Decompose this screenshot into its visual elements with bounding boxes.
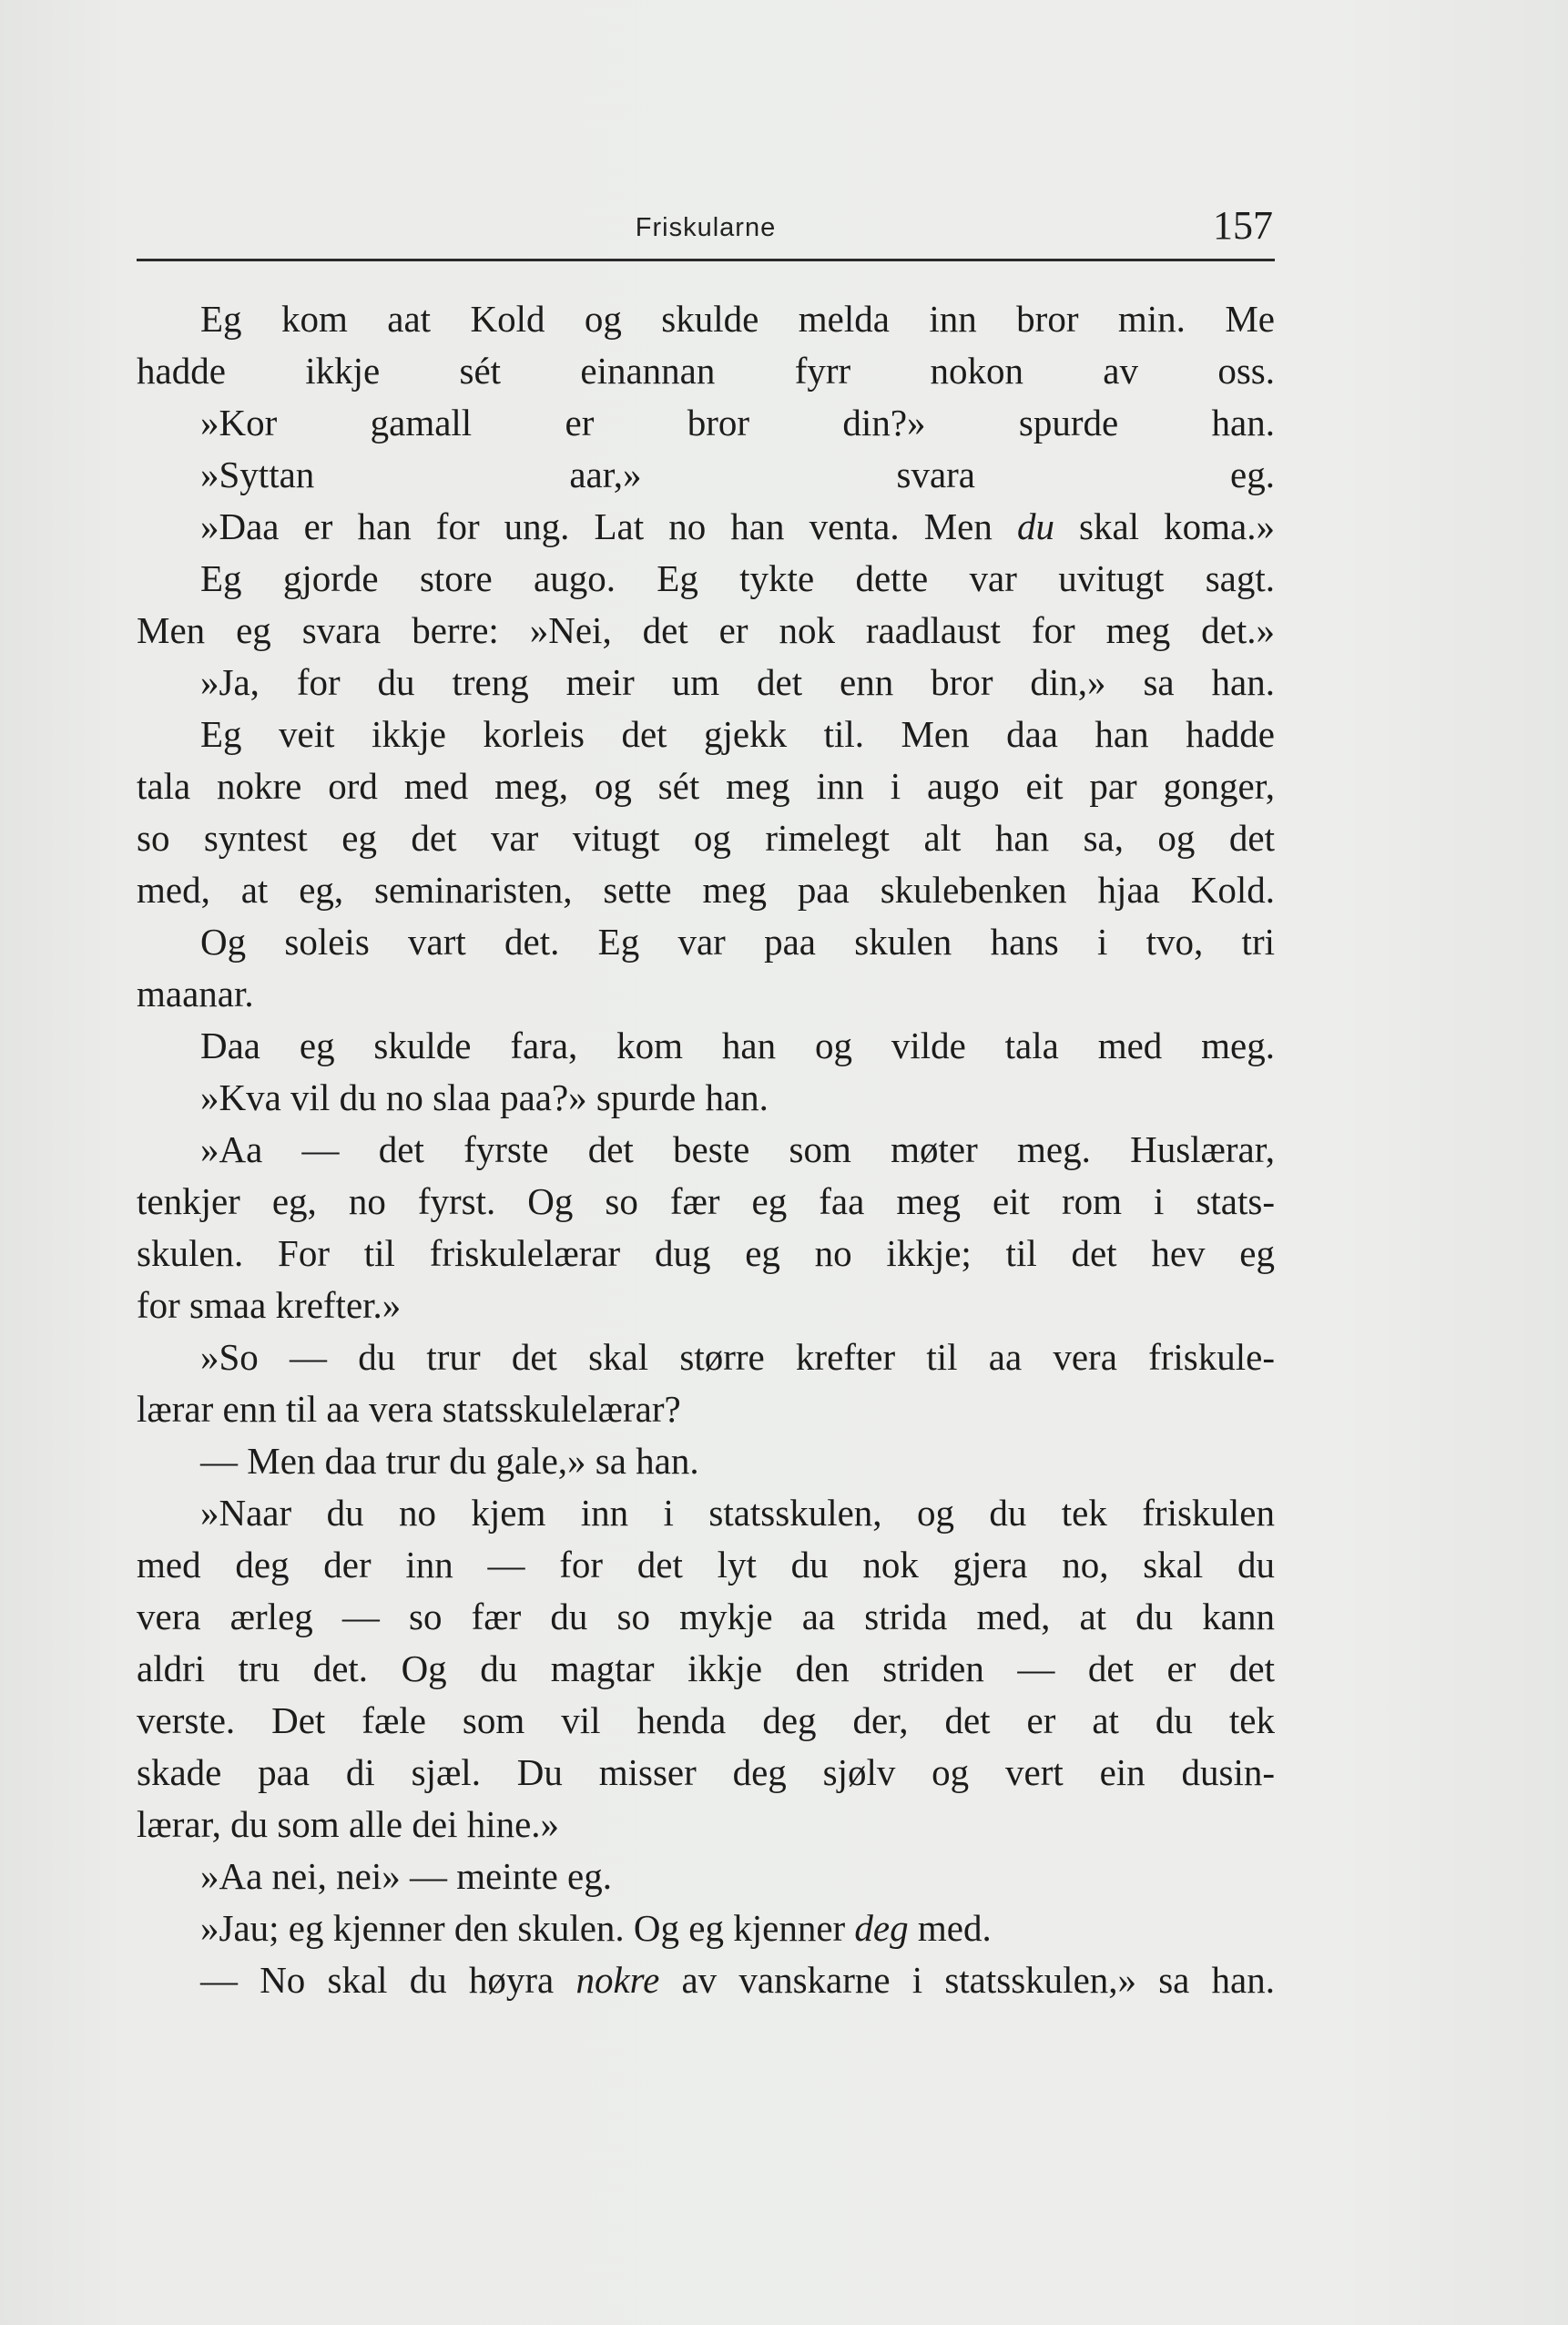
text-line: »Ja, for du treng meir um det enn bror din,» sa han.: [200, 661, 1275, 703]
page-header: [137, 200, 1275, 261]
text-line: skulen. For til friskulelærar dug eg no ikkje; til det hev eg: [137, 1232, 1275, 1274]
text-segment: med.: [908, 1907, 992, 1949]
text-line: Eg veit ikkje korleis det gjekk til. Men daa han hadde: [200, 713, 1275, 755]
text-line: [137, 1902, 1275, 1954]
text-line: Daa eg skulde fara, kom han og vilde tala med meg.: [200, 1025, 1275, 1066]
page-number: 157: [1213, 203, 1273, 248]
text-line: skade paa di sjæl. Du misser deg sjølv og vert ein dusin-: [137, 1751, 1275, 1793]
text-segment: — No skal du høyra: [200, 1959, 576, 2001]
text-segment: av vanskarne i statsskulen,» sa han.: [659, 1959, 1275, 2001]
text-line: »Kor gamall er bror din?» spurde han.: [200, 402, 1275, 444]
text-line: tala nokre ord med meg, og sét meg inn i augo eit par gonger,: [137, 765, 1275, 807]
text-line: »Kva vil du no slaa paa?» spurde han.: [200, 1076, 769, 1118]
text-line: hadde ikkje sét einannan fyrr nokon av oss.: [137, 350, 1275, 392]
text-line: Og soleis vart det. Eg var paa skulen hans i tvo, tri: [200, 921, 1275, 963]
italic-word: nokre: [575, 1959, 660, 2001]
text-line: so syntest eg det var vitugt og rimelegt alt han sa, og det: [137, 817, 1275, 859]
text-segment: »Jau; eg kjenner den skulen. Og eg kjenner: [200, 1907, 855, 1949]
text-line: »Syttan aar,» svara eg.: [200, 454, 1275, 495]
text-line: verste. Det fæle som vil henda deg der, det er at du tek: [137, 1699, 1275, 1741]
text-line: aldri tru det. Og du magtar ikkje den striden — det er det: [137, 1647, 1275, 1689]
text-line: med deg der inn — for det lyt du nok gjera no, skal du: [137, 1544, 1275, 1586]
text-line: lærar enn til aa vera statsskulelærar?: [137, 1388, 681, 1430]
text-line: vera ærleg — so fær du so mykje aa strida med, at du kann: [137, 1596, 1275, 1637]
text-segment: »Daa er han for ung. Lat no han venta. Men: [200, 505, 1017, 547]
text-line: »Aa nei, nei» — meinte eg.: [200, 1855, 613, 1897]
text-line: maanar.: [137, 973, 254, 1015]
running-title: Friskularne: [635, 213, 777, 242]
italic-word: du: [1016, 505, 1054, 547]
text-line: »Aa — det fyrste det beste som møter meg. Huslærar,: [200, 1128, 1275, 1170]
text-line: Men eg svara berre: »Nei, det er nok raadlaust for meg det.»: [137, 609, 1275, 651]
text-line: Eg gjorde store augo. Eg tykte dette var uvitugt sagt.: [200, 557, 1275, 599]
body-text: [137, 293, 1275, 2006]
text-line: »So — du trur det skal større krefter til aa vera friskule-: [200, 1336, 1275, 1378]
text-line: »Naar du no kjem inn i statsskulen, og du tek friskulen: [200, 1492, 1275, 1534]
text-line: [137, 501, 1275, 553]
text-line: [137, 1954, 1275, 2006]
italic-word: deg: [854, 1907, 909, 1949]
text-segment: skal koma.»: [1054, 505, 1275, 547]
text-line: — Men daa trur du gale,» sa han.: [200, 1440, 699, 1482]
text-line: med, at eg, seminaristen, sette meg paa skulebenken hjaa Kold.: [137, 869, 1275, 911]
text-line: lærar, du som alle dei hine.»: [137, 1803, 560, 1845]
text-line: for smaa krefter.»: [137, 1284, 402, 1326]
text-line: tenkjer eg, no fyrst. Og so fær eg faa meg eit rom i stats-: [137, 1180, 1275, 1222]
text-line: Eg kom aat Kold og skulde melda inn bror min. Me: [200, 298, 1275, 340]
